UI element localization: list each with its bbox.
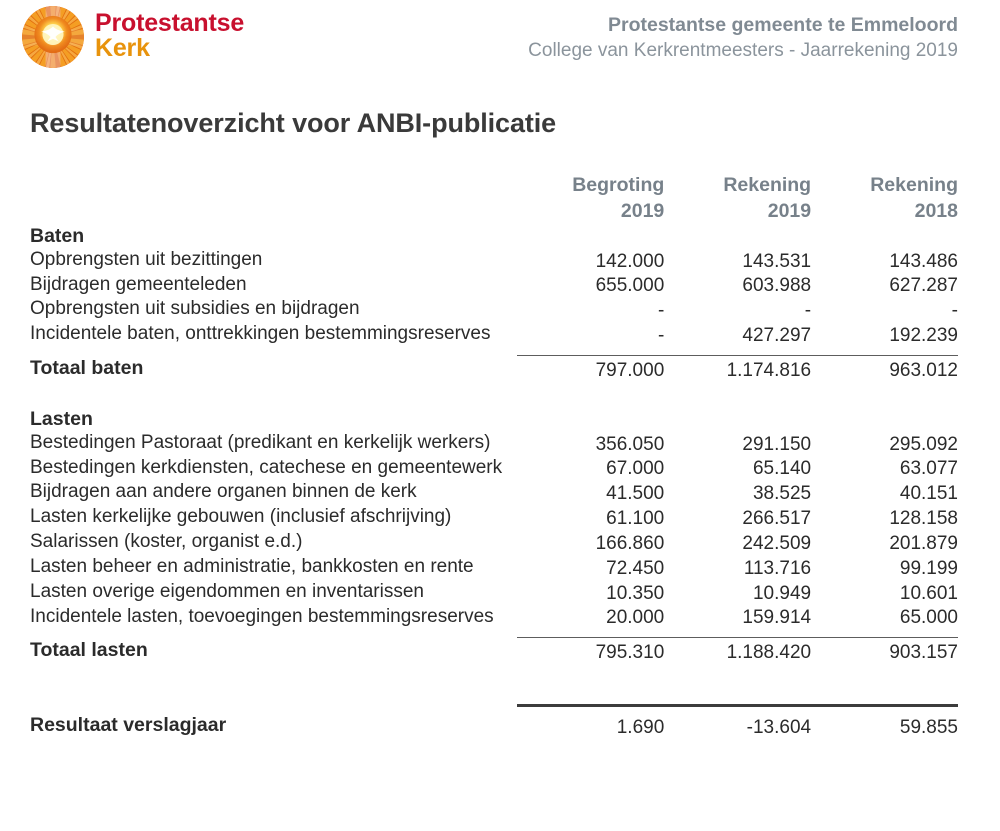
row-value-rekening-2018: 99.199	[899, 557, 958, 579]
row-value-begroting-2019: 20.000	[606, 607, 665, 629]
row-label: Incidentele lasten, toevoegingen bestemmingsreserves	[30, 605, 494, 627]
total-rule-rekening-2019	[664, 629, 811, 638]
section-heading-row-baten	[30, 225, 958, 248]
organisation-block	[528, 6, 958, 64]
total-value-rekening-2019: 1.188.420	[726, 642, 812, 663]
column-header-line-1: Rekening	[870, 174, 958, 197]
row-value-rekening-2019: 10.949	[752, 582, 812, 604]
column-header-blank	[30, 173, 517, 224]
row-label: Opbrengsten uit subsidies en bijdragen	[30, 298, 360, 320]
row-value-rekening-2019: 427.297	[742, 325, 812, 347]
result-value-rekening-2019: -13.604	[746, 716, 812, 738]
total-value-rekening-2018: 963.012	[889, 359, 958, 381]
row-label: Lasten kerkelijke gebouwen (inclusief afschrijving)	[30, 506, 452, 528]
row-value-begroting-2019: 10.350	[606, 582, 665, 604]
row-value-begroting-2019: 166.860	[595, 532, 665, 554]
row-value-rekening-2019: -	[804, 300, 812, 322]
section-heading-row-lasten	[30, 408, 958, 431]
table-row	[30, 580, 958, 605]
result-value-rekening-2018: 59.855	[899, 716, 958, 738]
table-row	[30, 555, 958, 580]
row-label: Bestedingen kerkdiensten, catechese en gemeentewerk	[30, 456, 503, 478]
page-header	[0, 0, 1000, 72]
section-heading-lasten: Lasten	[30, 407, 93, 430]
row-value-begroting-2019: -	[657, 300, 665, 322]
row-value-rekening-2018: 201.879	[889, 532, 958, 554]
total-label-lasten: Totaal lasten	[30, 639, 148, 662]
total-rule-row-lasten	[30, 629, 958, 638]
brand-lockup	[22, 6, 244, 68]
column-header-line-1: Begroting	[572, 174, 665, 197]
result-rule-begroting-2019	[517, 698, 664, 707]
row-value-rekening-2019: 603.988	[742, 275, 812, 297]
row-value-begroting-2019: 142.000	[595, 250, 665, 272]
row-label: Bijdragen aan andere organen binnen de kerk	[30, 481, 417, 503]
table-row	[30, 605, 958, 630]
table-row	[30, 322, 958, 347]
row-value-rekening-2019: 291.150	[742, 433, 812, 455]
column-header-line-2: 2019	[620, 199, 665, 222]
result-value-begroting-2019: 1.690	[616, 716, 665, 738]
row-value-begroting-2019: 41.500	[606, 483, 665, 505]
section-heading-baten: Baten	[30, 224, 85, 247]
total-value-begroting-2019: 795.310	[595, 642, 665, 663]
table-row	[30, 431, 958, 456]
table-row	[30, 456, 958, 481]
row-value-begroting-2019: 67.000	[606, 458, 665, 480]
row-value-begroting-2019: 356.050	[595, 433, 665, 455]
row-value-rekening-2019: 38.525	[752, 483, 812, 505]
table-row	[30, 273, 958, 298]
total-rule-begroting-2019	[517, 347, 664, 356]
total-rule-begroting-2019	[517, 629, 664, 638]
total-rule-rekening-2019	[664, 347, 811, 356]
row-label: Incidentele baten, onttrekkingen bestemmingsreserves	[30, 323, 491, 345]
brand-wordmark-line-2: Kerk	[95, 34, 150, 62]
organisation-subtitle: College van Kerkrentmeesters - Jaarrekening 2019	[528, 40, 958, 62]
total-label-baten: Totaal baten	[30, 357, 144, 380]
row-value-rekening-2018: 128.158	[889, 507, 958, 529]
result-label: Resultaat verslagjaar	[30, 714, 227, 736]
table-header-row	[30, 173, 958, 224]
row-value-rekening-2018: 627.287	[889, 275, 958, 297]
table-row	[30, 505, 958, 530]
row-value-rekening-2019: 266.517	[742, 507, 812, 529]
section-spacer	[30, 382, 958, 408]
row-label: Lasten overige eigendommen en inventarissen	[30, 580, 424, 602]
column-header-line-2: 2018	[914, 199, 958, 222]
row-value-rekening-2019: 113.716	[743, 557, 812, 579]
total-value-begroting-2019: 797.000	[595, 359, 665, 381]
column-header-line-2: 2019	[767, 199, 812, 222]
brand-wordmark-line-1: Protestantse	[95, 8, 245, 37]
results-table	[30, 173, 958, 738]
row-value-begroting-2019: 72.450	[606, 557, 665, 579]
row-value-rekening-2018: 192.239	[889, 325, 958, 347]
row-value-rekening-2019: 159.914	[742, 607, 812, 629]
row-value-begroting-2019: -	[657, 325, 665, 347]
row-value-begroting-2019: 61.100	[606, 507, 665, 529]
row-value-rekening-2019: 65.140	[752, 458, 812, 480]
row-value-rekening-2018: 63.077	[899, 458, 958, 480]
row-value-rekening-2018: 40.151	[899, 483, 958, 505]
row-value-rekening-2018: 295.092	[889, 433, 958, 455]
column-header-begroting-2019	[517, 173, 664, 224]
table-row	[30, 530, 958, 555]
total-rule-rekening-2018	[811, 347, 958, 356]
result-spacer	[30, 664, 958, 698]
row-label: Lasten beheer en administratie, bankkosten en rente	[30, 555, 474, 577]
results-overview-sheet	[0, 157, 1000, 738]
brand-wordmark	[95, 8, 245, 64]
row-label: Bijdragen gemeenteleden	[30, 273, 247, 295]
total-row-lasten	[30, 638, 958, 664]
total-value-rekening-2019: 1.174.816	[726, 359, 812, 381]
result-rule-row	[30, 698, 958, 707]
table-row	[30, 248, 958, 273]
result-rule-rekening-2019	[664, 698, 811, 707]
row-value-rekening-2019: 143.531	[742, 250, 812, 272]
total-value-rekening-2018: 903.157	[889, 642, 958, 663]
result-row	[30, 707, 958, 739]
total-rule-rekening-2018	[811, 629, 958, 638]
result-rule-rekening-2018	[811, 698, 958, 707]
table-row	[30, 297, 958, 322]
column-header-rekening-2018	[811, 173, 958, 224]
page-title: Resultatenoverzicht voor ANBI-publicatie	[30, 108, 557, 139]
protestantse-kerk-sunburst-dove-logo-icon	[22, 6, 84, 68]
row-label: Salarissen (koster, organist e.d.)	[30, 530, 303, 552]
row-value-rekening-2019: 242.509	[742, 532, 812, 554]
row-value-rekening-2018: 10.601	[899, 582, 958, 604]
table-row	[30, 480, 958, 505]
row-value-rekening-2018: 143.486	[889, 250, 958, 272]
row-value-begroting-2019: 655.000	[595, 275, 665, 297]
row-value-rekening-2018: -	[951, 300, 958, 322]
row-value-rekening-2018: 65.000	[899, 607, 958, 629]
column-header-rekening-2019	[664, 173, 811, 224]
row-label: Bestedingen Pastoraat (predikant en kerkelijk werkers)	[30, 431, 491, 453]
column-header-line-1: Rekening	[723, 174, 812, 197]
row-label: Opbrengsten uit bezittingen	[30, 248, 263, 270]
organisation-name: Protestantse gemeente te Emmeloord	[607, 14, 958, 36]
total-rule-row-baten	[30, 347, 958, 356]
total-row-baten	[30, 356, 958, 382]
